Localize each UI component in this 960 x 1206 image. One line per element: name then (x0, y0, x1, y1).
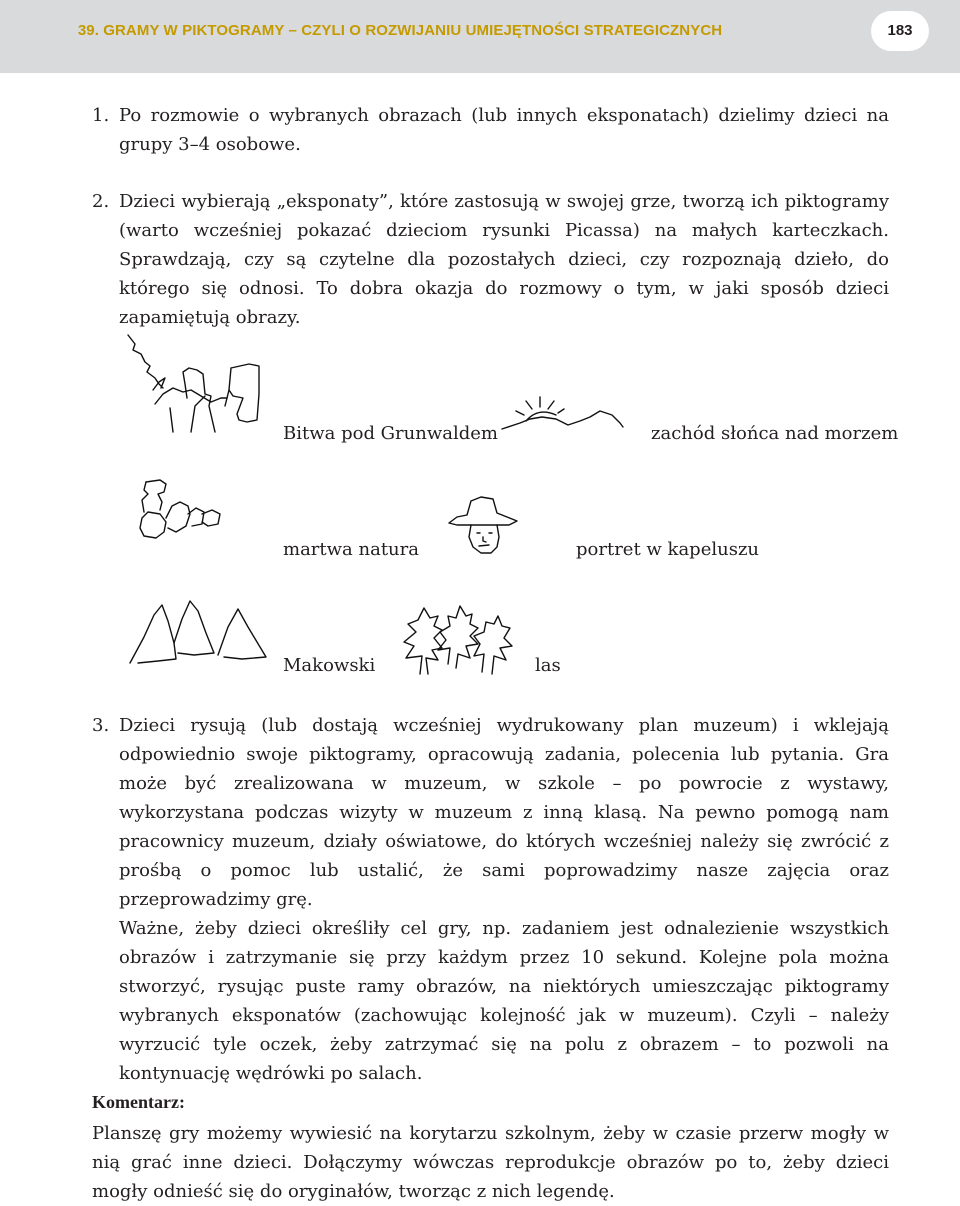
chapter-title: 39. GRAMY W PIKTOGRAMY – CZYLI O ROZWIJANIU UMIEJĘTNOŚCI STRATEGICZNYCH (77, 22, 723, 39)
note-paragraph: Ważne, żeby dzieci określiły cel gry, np. zadaniem jest odnalezienie wszystkich obrazów i zatrzymanie się przy każdym przez 10 sekund. Kolejne pola można stworzyć, rysując puste ramy obrazów, na niektórych umieszczając piktogramy wybranych eksponatów (zachowując kolejność jak w muzeum). Czyli – należy wyrzucić tyle oczek, żeby zatrzymać się na polu z obrazem – to pozwoli na kontynuację wędrówki po salach. (119, 918, 889, 1084)
item-3-text: Dzieci rysują (lub dostają wcześniej wydrukowany plan muzeum) i wklejają odpowiednio swoje piktogramy, opracowują zadania, polecenia lub pytania. Gra może być zrealizowana w muzeum, w szkole – po powrocie z wystawy, wykorzystana podczas wizyty w muzeum z inną klasą. Na pewno pomogą nam pracownicy muzeum, działy oświatowe, do których wcześniej należy się zwrócić z prośbą o pomoc lub ustalić, że sami poprowadzimy nasze zajęcia oraz przeprowadzimy grę. (119, 715, 889, 910)
item-2-text: Dzieci wybierają „eksponaty”, które zastosują w swojej grze, tworzą ich piktogramy (warto wcześniej pokazać dzieciom rysunki Picassa) na małych karteczkach. Sprawdzają, czy są czytelne dla pozostałych dzieci, czy rozpoznają dzieło, do którego się odnosi. To dobra okazja do rozmowy o tym, w jaki sposób dzieci zapamiętują obrazy. (119, 191, 889, 328)
caption-forest: las (535, 655, 561, 676)
caption-portrait: portret w kapeluszu (576, 539, 760, 560)
caption-sunset: zachód słońca nad morzem (651, 423, 899, 444)
caption-battle: Bitwa pod Grunwaldem (283, 423, 498, 444)
comment-heading: Komentarz: (92, 1092, 185, 1112)
page-number: 183 (871, 11, 929, 51)
caption-makowski: Makowski (283, 655, 376, 676)
item-1-text: Po rozmowie o wybranych obrazach (lub innych eksponatach) dzielimy dzieci na grupy 3–4 osobowe. (119, 105, 889, 155)
sunset-pictogram-icon (500, 393, 625, 441)
hat-portrait-pictogram-icon (447, 495, 522, 557)
battle-pictogram-icon (125, 332, 270, 437)
forest-pictogram-icon (400, 602, 515, 677)
comment-text: Planszę gry możemy wywiesić na korytarzu szkolnym, żeby w czasie przerw mogły w nią grać inne dzieci. Dołączymy wówczas reprodukcje obrazów po to, żeby dzieci mogły odnieść się do oryginałów, tworząc z nich legendę. (92, 1123, 889, 1202)
still-life-pictogram-icon (138, 478, 223, 540)
triangles-pictogram-icon (128, 597, 268, 667)
running-header (0, 0, 960, 73)
item-3-number: 3. (92, 715, 110, 736)
item-2-number: 2. (92, 191, 110, 212)
item-1-number: 1. (92, 105, 110, 126)
caption-still-life: martwa natura (283, 539, 419, 560)
